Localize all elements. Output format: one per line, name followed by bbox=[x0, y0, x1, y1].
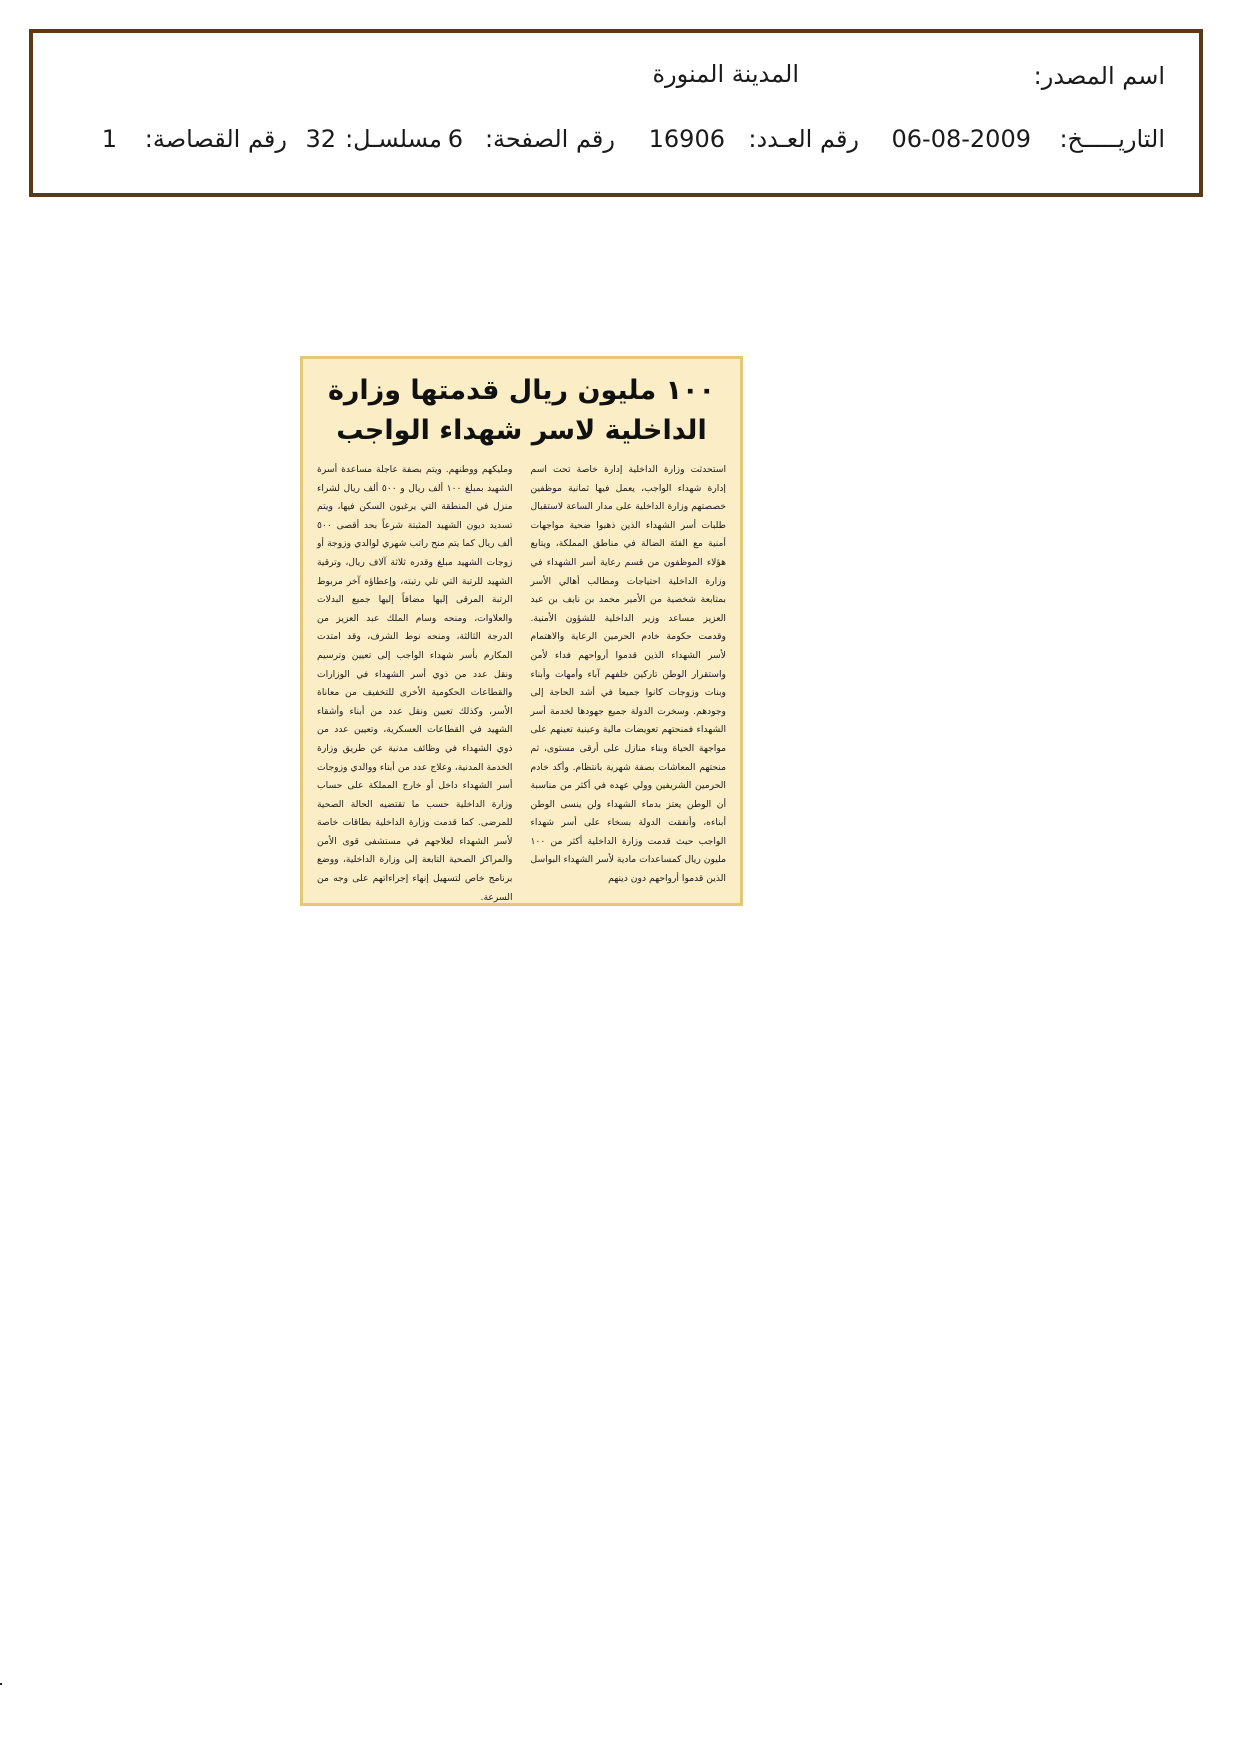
source-label: اسم المصدر: bbox=[1033, 62, 1165, 90]
serial-value: 32 bbox=[305, 125, 336, 153]
date-label: التاريـــــخ: bbox=[1059, 125, 1165, 153]
issue-value: 16906 bbox=[648, 125, 725, 153]
article-column-left: ومليكهم ووطنهم. ويتم بصفة عاجلة مساعدة أسرة الشهيد بمبلغ ١٠٠ ألف ريال و ٥٠٠ ألف ريال لشراء منزل في المنطقة التي يرغبون السكن فيها، ويتم تسديد ديون الشهيد المثبتة شرعاً بحد أقصى ٥٠٠ ألف ريال كما يتم منح راتب شهري لوالدي وزوجة أو زوجات الشهيد مبلغ وقدره ثلاثة آلاف ريال، وترقية الشهيد للرتبة التي تلي رتبته، وإعطاؤه آخر مربوط الرتبة المرقى إليها مضافاً إليها جميع البدلات والعلاوات، ومنحه وسام الملك عبد العزيز من الدرجة الثالثة، ومنحه نوط الشرف، وقد امتدت المكارم بأسر شهداء الواجب إلى تعيين وترسيم ونقل عدد من ذوي أسر الشهداء في الوزارات والقطاعات الحكومية الأخرى للتخفيف من معاناة الأسر، وكذلك تعيين ونقل عدد من أبناء وأشقاء الشهيد في القطاعات العسكرية، وتعيين عدد من ذوي الشهداء في وظائف مدنية عن طريق وزارة الخدمة المدنية، وعلاج عدد من أبناء ووالدي وزوجات أسر الشهداء داخل أو خارج المملكة على حساب وزارة الداخلية حسب ما تقتضيه الحالة الصحية للمرضى. كما قدمت وزارة الداخلية بطاقات خاصة لأسر الشهداء لعلاجهم في مستشفى قوى الأمن والمراكز الصحية التابعة إلى وزارة الداخلية، ووضع برنامج خاص لتسهيل إنهاء إجراءاتهم على وجه من السرعة. bbox=[317, 464, 513, 903]
clip-number-label: رقم القصاصة: bbox=[144, 125, 287, 153]
date-value: 06-08-2009 bbox=[891, 125, 1031, 153]
newspaper-clipping bbox=[300, 356, 743, 906]
page-label: رقم الصفحة: bbox=[484, 125, 615, 153]
page-value: 6 bbox=[447, 125, 463, 153]
scan-speck bbox=[0, 1683, 2, 1685]
source-value: المدينة المنورة bbox=[652, 60, 799, 88]
clipping-info-header bbox=[29, 29, 1203, 197]
article-column-right: استحدثت وزارة الداخلية إدارة خاصة تحت اسم إدارة شهداء الواجب، يعمل فيها ثمانية موظفين خصصتهم وزارة الداخلية على مدار الساعة لاستقبال طلبات أسر الشهداء الذين ذهبوا ضحية مواجهات أمنية مع الفئة الضالة في مناطق المملكة، ويتابع هؤلاء الموظفون من قسم رعاية أسر الشهداء في وزارة الداخلية احتياجات ومطالب أهالي الأسر بمتابعة شخصية من الأمير محمد بن نايف بن عبد العزيز مساعد وزير الداخلية للشؤون الأمنية. وقدمت حكومة خادم الحرمين الرعاية والاهتمام لأسر الشهداء الذين قدموا أرواحهم فداء لأمن واستقرار الوطن تاركين خلفهم آباء وأمهات وأبناء وبنات وزوجات كانوا جميعا في أشد الحاجة إلى وجودهم. وسخرت الدولة جميع جهودها لخدمة أسر الشهداء فمنحتهم تعويضات مالية وعينية تعينهم على مواجهة الحياة وبناء منازل على أرقى مستوى، ثم منحتهم المعاشات بصفة شهرية بانتظام. وأكد خادم الحرمين الشريفين وولي عهده في أكثر من مناسبة أن الوطن يعتز بدماء الشهداء ولن ينسى الوطن أبناءه، وأنفقت الدولة بسخاء على أسر شهداء الواجب حيث قدمت وزارة الداخلية أكثر من ١٠٠ مليون ريال كمساعدات مادية لأسر الشهداء البواسل الذين قدموا أرواحهم دون دينهم bbox=[530, 464, 726, 885]
issue-label: رقم العـدد: bbox=[748, 125, 859, 153]
article-body bbox=[317, 461, 726, 903]
headline-line-2: الداخلية لاسر شهداء الواجب bbox=[336, 415, 707, 446]
clip-number-value: 1 bbox=[101, 125, 117, 153]
serial-label: مسلسـل: bbox=[345, 125, 442, 153]
article-headline bbox=[317, 371, 726, 451]
headline-line-1: ١٠٠ مليون ريال قدمتها وزارة bbox=[327, 375, 716, 406]
